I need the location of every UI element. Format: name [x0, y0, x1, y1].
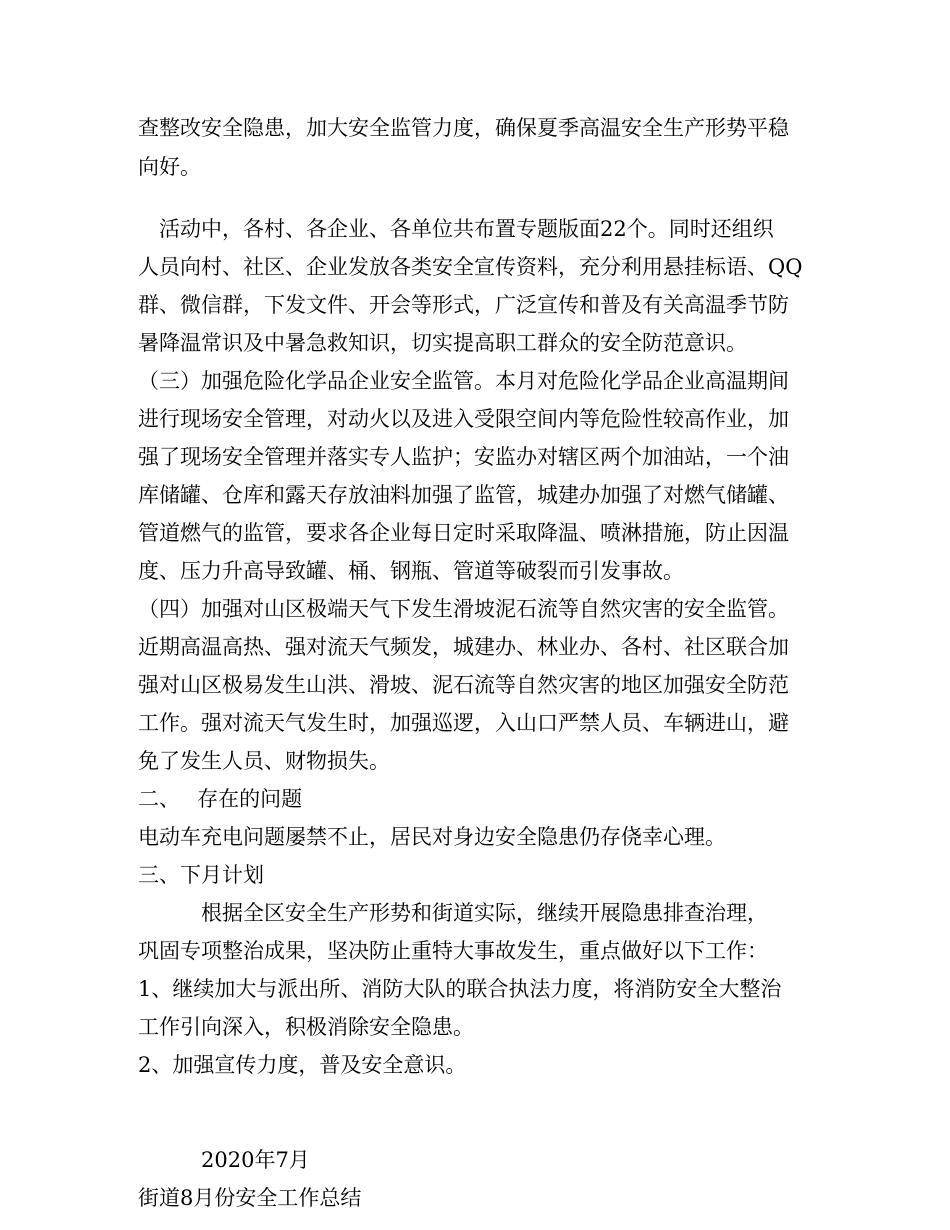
- section-heading-problems: 二、 存在的问题: [138, 787, 303, 811]
- body-text-line: 巩固专项整治成果，坚决防止重特大事故发生，重点做好以下工作：: [138, 939, 768, 963]
- next-document-title: 街道8月份安全工作总结: [138, 1186, 362, 1210]
- document-date: 2020年7月: [138, 1148, 310, 1172]
- section-heading-plan: 三、下月计划: [138, 863, 264, 887]
- body-text-line: 强对山区极易发生山洪、滑坡、泥石流等自然灾害的地区加强安全防范: [138, 673, 789, 697]
- body-text-line: 库储罐、仓库和露天存放油料加强了监管，城建办加强了对燃气储罐、: [138, 483, 789, 507]
- body-text-line: 工作。强对流天气发生时，加强巡逻，入山口严禁人员、车辆进山，避: [138, 711, 789, 735]
- section-heading-3: （三）加强危险化学品企业安全监管。本月对危险化学品企业高温期间: [138, 369, 789, 393]
- body-text-line: 进行现场安全管理，对动火以及进入受限空间内等危险性较高作业，加: [138, 407, 789, 431]
- section-heading-4: （四）加强对山区极端天气下发生滑坡泥石流等自然灾害的安全监管。: [138, 597, 789, 621]
- body-text-line: 根据全区安全生产形势和街道实际，继续开展隐患排查治理，: [138, 901, 768, 925]
- body-text-line: 暑降温常识及中暑急救知识，切实提高职工群众的安全防范意识。: [138, 331, 747, 355]
- body-text-line: 工作引向深入，积极消除安全隐患。: [138, 1015, 474, 1039]
- body-text-line: 度、压力升高导致罐、桶、钢瓶、管道等破裂而引发事故。: [138, 559, 684, 583]
- body-text-line: 近期高温高热、强对流天气频发，城建办、林业办、各村、社区联合加: [138, 635, 789, 659]
- body-text-line: 活动中，各村、各企业、各单位共布置专题版面22个。同时还组织: [138, 217, 774, 241]
- body-text-line: 强了现场安全管理并落实专人监护；安监办对辖区两个加油站，一个油: [138, 445, 789, 469]
- body-text-line: 免了发生人员、财物损失。: [138, 749, 390, 773]
- plan-item-1: 1、继续加大与派出所、消防大队的联合执法力度，将消防安全大整治: [138, 977, 782, 1001]
- body-text-line: 向好。: [138, 155, 201, 179]
- body-text-line: 人员向村、社区、企业发放各类安全宣传资料，充分利用悬挂标语、QQ: [138, 255, 803, 279]
- plan-item-2: 2、加强宣传力度，普及安全意识。: [138, 1053, 467, 1077]
- body-text-line: 查整改安全隐患，加大安全监管力度，确保夏季高温安全生产形势平稳: [138, 116, 789, 140]
- body-text-line: 电动车充电问题屡禁不止，居民对身边安全隐患仍存侥幸心理。: [138, 825, 726, 849]
- body-text-line: 群、微信群，下发文件、开会等形式，广泛宣传和普及有关高温季节防: [138, 293, 789, 317]
- body-text-line: 管道燃气的监管，要求各企业每日定时采取降温、喷淋措施，防止因温: [138, 521, 789, 545]
